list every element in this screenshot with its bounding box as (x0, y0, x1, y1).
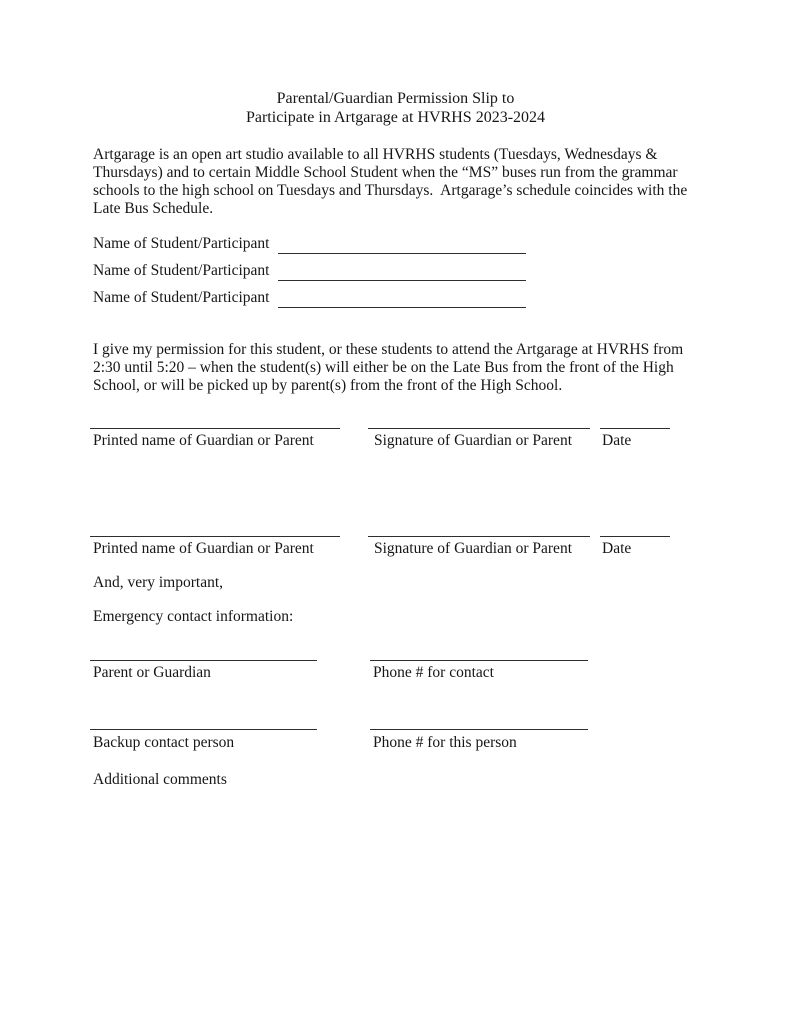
permission-paragraph (93, 341, 683, 395)
student-name-blank-line-2 (278, 280, 526, 281)
printed-name-blank-line-2 (90, 536, 340, 537)
signature-blank-line-2 (368, 536, 590, 537)
backup-contact-label: Backup contact person (93, 734, 235, 751)
intro-paragraph (93, 146, 687, 218)
signature-label-1: Signature of Guardian or Parent (374, 432, 572, 449)
permission-line-1: I give my permission for this student, or these students to attend the Artgarage at HVRHS from (93, 341, 684, 358)
document-title (0, 90, 791, 127)
date-label-1: Date (602, 432, 632, 449)
permission-line-2: 2:30 until 5:20 – when the student(s) will either be on the Late Bus from the front of the High (93, 359, 674, 376)
student-name-label-2: Name of Student/Participant (93, 262, 270, 279)
student-name-label-3: Name of Student/Participant (93, 289, 270, 306)
printed-name-label-1: Printed name of Guardian or Parent (93, 432, 314, 449)
additional-comments-label: Additional comments (93, 771, 227, 788)
student-name-label-1: Name of Student/Participant (93, 235, 270, 252)
emergency-contact-heading: Emergency contact information: (93, 608, 294, 625)
contact-phone-label: Phone # for contact (373, 664, 494, 681)
intro-line-4: Late Bus Schedule. (93, 200, 214, 217)
printed-name-blank-line-1 (90, 428, 340, 429)
student-name-blank-line-3 (278, 307, 526, 308)
permission-line-3: School, or will be picked up by parent(s) from the front of the High School. (93, 377, 563, 394)
date-label-2: Date (602, 540, 632, 557)
backup-phone-blank-line (370, 729, 588, 730)
parent-guardian-blank-line (90, 660, 317, 661)
title-line-2: Participate in Artgarage at HVRHS 2023-2024 (245, 108, 546, 126)
signature-blank-line-1 (368, 428, 590, 429)
intro-line-1: Artgarage is an open art studio available to all HVRHS students (Tuesdays, Wednesdays & (93, 146, 658, 163)
date-blank-line-1 (600, 428, 670, 429)
contact-phone-blank-line (370, 660, 588, 661)
parent-guardian-label: Parent or Guardian (93, 664, 211, 681)
backup-contact-blank-line (90, 729, 317, 730)
date-blank-line-2 (600, 536, 670, 537)
signature-label-2: Signature of Guardian or Parent (374, 540, 572, 557)
title-line-1: Parental/Guardian Permission Slip to (276, 90, 515, 107)
intro-line-3: schools to the high school on Tuesdays and Thursdays. Artgarage’s schedule coincides with the (93, 182, 688, 199)
printed-name-label-2: Printed name of Guardian or Parent (93, 540, 314, 557)
student-name-blank-line-1 (278, 253, 526, 254)
important-note: And, very important, (93, 574, 224, 591)
intro-line-2: Thursdays) and to certain Middle School Student when the “MS” buses run from the grammar (93, 164, 678, 181)
backup-phone-label: Phone # for this person (373, 734, 517, 751)
